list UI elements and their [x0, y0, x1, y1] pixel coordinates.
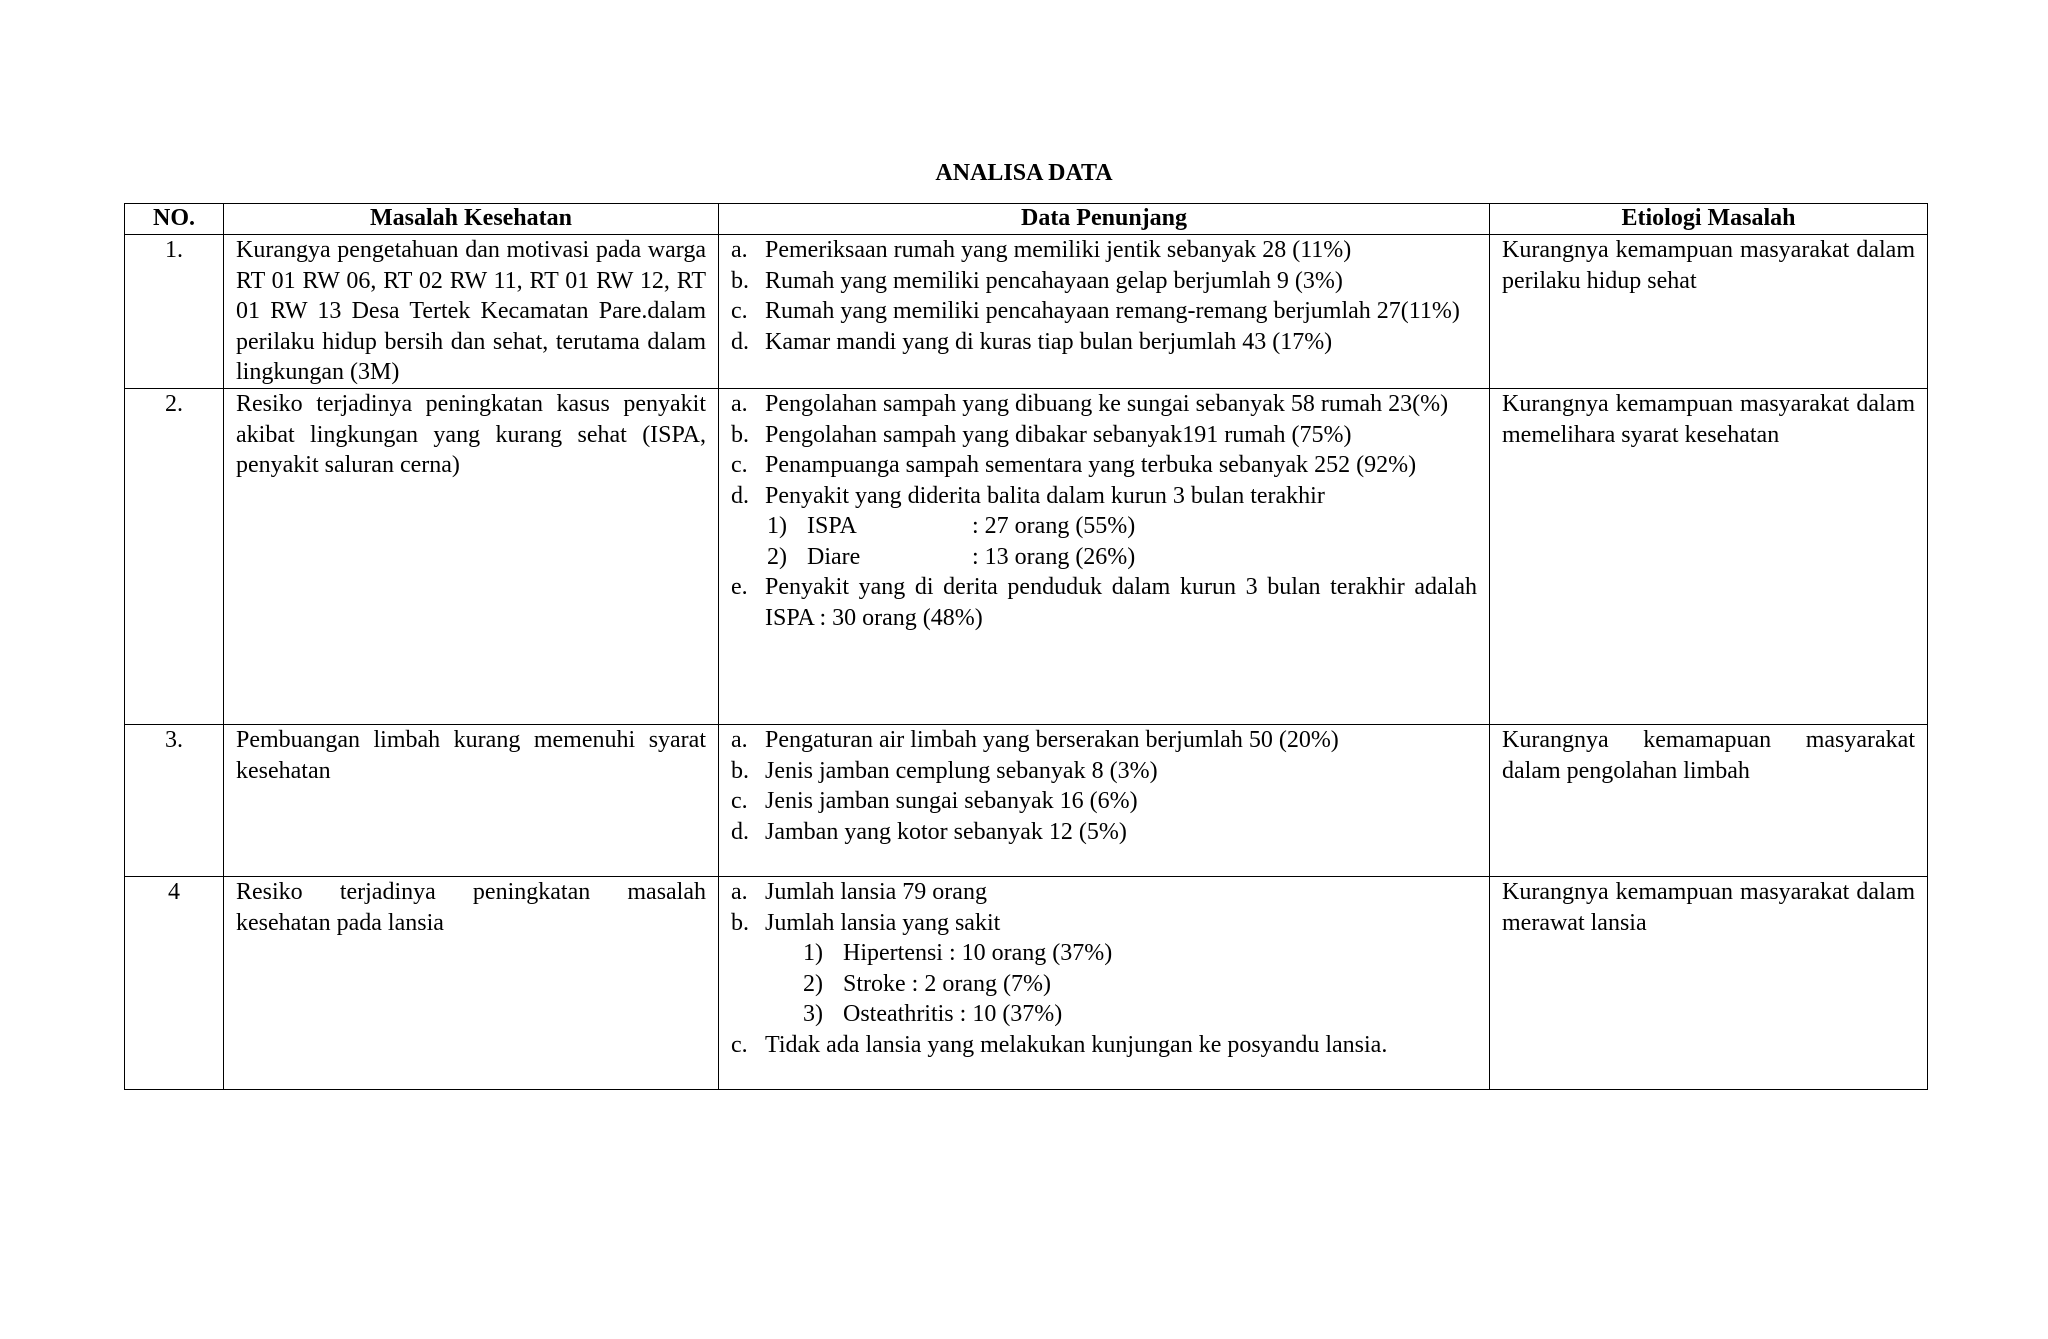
header-etiologi: Etiologi Masalah [1490, 204, 1928, 235]
header-no: NO. [125, 204, 224, 235]
sub-list-item [731, 999, 1477, 1030]
list-marker: d. [731, 482, 749, 509]
table-row [125, 725, 1928, 877]
data-cell [719, 235, 1490, 389]
row-number: 2. [125, 389, 224, 725]
page-title: ANALISA DATA [935, 160, 1113, 186]
sub-list-marker: 2) [803, 970, 823, 997]
list-marker: d. [731, 328, 749, 355]
list-item-text: Jenis jamban sungai sebanyak 16 (6%) [765, 788, 1138, 814]
masalah-cell: Pembuangan limbah kurang memenuhi syarat kesehatan [224, 725, 719, 877]
list-marker: b. [731, 267, 749, 294]
sub-list-item [731, 511, 1477, 542]
list-marker: a. [731, 391, 748, 417]
list-item-text: Jumlah lansia yang sakit [765, 909, 1001, 936]
list-marker: a. [731, 879, 748, 905]
row-number: 1. [125, 235, 224, 389]
list-marker: c. [731, 1031, 748, 1058]
list-item-text: Jumlah lansia 79 orang [765, 879, 987, 905]
table-row [125, 877, 1928, 1090]
sub-list-value: : 27 orang (55%) [972, 513, 1136, 539]
sub-list-item [731, 938, 1477, 969]
sub-list-text: Hipertensi : 10 orang (37%) [843, 940, 1113, 966]
list-item [731, 481, 1477, 512]
list-marker: a. [731, 237, 748, 263]
list-item-text: Rumah yang memiliki pencahayaan gelap berjumlah 9 (3%) [765, 267, 1343, 294]
sub-list-item [731, 969, 1477, 1000]
masalah-cell: Kurangya pengetahuan dan motivasi pada warga RT 01 RW 06, RT 02 RW 11, RT 01 RW 12, RT 01 RW 13 Desa Tertek Kecamatan Pare.dalam perilaku hidup bersih dan sehat, terutama dalam lingkungan (3M) [224, 235, 719, 389]
list-item [731, 296, 1477, 327]
list-item [731, 420, 1477, 451]
list-item-text: Penyakit yang diderita balita dalam kurun 3 bulan terakhir [765, 482, 1325, 509]
row-number: 4 [125, 877, 224, 1090]
header-masalah: Masalah Kesehatan [224, 204, 719, 235]
list-item-text: Penampuanga sampah sementara yang terbuka sebanyak 252 (92%) [765, 452, 1417, 478]
list-item [731, 327, 1477, 358]
sub-list-item [731, 542, 1477, 573]
list-marker: b. [731, 421, 749, 448]
list-item [731, 877, 1477, 908]
list-marker: c. [731, 298, 748, 324]
list-marker: c. [731, 788, 748, 814]
sub-list-marker: 2) [767, 543, 787, 570]
data-cell [719, 389, 1490, 725]
data-cell [719, 725, 1490, 877]
table-row [125, 235, 1928, 389]
list-item-text: Rumah yang memiliki pencahayaan remang-remang berjumlah 27(11%) [765, 298, 1460, 324]
analysis-table [124, 203, 1928, 1090]
list-item-text: Tidak ada lansia yang melakukan kunjungan ke posyandu lansia. [765, 1031, 1388, 1058]
list-item [731, 756, 1477, 787]
list-item-text: Pengaturan air limbah yang berserakan berjumlah 50 (20%) [765, 727, 1339, 753]
list-item-text: Pengolahan sampah yang dibakar sebanyak191 rumah (75%) [765, 421, 1352, 448]
list-marker: b. [731, 909, 749, 936]
list-item [731, 1030, 1477, 1061]
list-item [731, 235, 1477, 266]
sub-list-label: ISPA [807, 513, 857, 539]
etiologi-cell: Kurangnya kemampuan masyarakat dalam merawat lansia [1490, 877, 1928, 1090]
list-marker: e. [731, 574, 748, 600]
list-item [731, 817, 1477, 848]
sub-list-marker: 1) [767, 513, 787, 539]
masalah-cell: Resiko terjadinya peningkatan masalah kesehatan pada lansia [224, 877, 719, 1090]
sub-list-text: Stroke : 2 orang (7%) [843, 970, 1051, 997]
row-number: 3. [125, 725, 224, 877]
data-cell [719, 877, 1490, 1090]
list-item-text: Jamban yang kotor sebanyak 12 (5%) [765, 818, 1127, 845]
list-item-text: Kamar mandi yang di kuras tiap bulan berjumlah 43 (17%) [765, 328, 1333, 355]
list-marker: a. [731, 727, 748, 753]
list-item-text: Pengolahan sampah yang dibuang ke sungai sebanyak 58 rumah 23(%) [765, 391, 1449, 417]
etiologi-cell: Kurangnya kemampuan masyarakat dalam perilaku hidup sehat [1490, 235, 1928, 389]
list-item-text: Jenis jamban cemplung sebanyak 8 (3%) [765, 757, 1158, 784]
list-item [731, 450, 1477, 481]
sub-list-label: Diare [807, 543, 861, 570]
list-item [731, 572, 1477, 633]
list-item [731, 786, 1477, 817]
list-item-text: Pemeriksaan rumah yang memiliki jentik sebanyak 28 (11%) [765, 237, 1352, 263]
table-row [125, 389, 1928, 725]
list-item [731, 725, 1477, 756]
sub-list-text: Osteathritis : 10 (37%) [843, 1001, 1063, 1027]
list-marker: b. [731, 757, 749, 784]
sub-list-marker: 3) [803, 1001, 823, 1027]
list-marker: d. [731, 818, 749, 845]
list-item [731, 389, 1477, 420]
sub-list-marker: 1) [803, 940, 823, 966]
masalah-cell: Resiko terjadinya peningkatan kasus penyakit akibat lingkungan yang kurang sehat (ISPA, penyakit saluran cerna) [224, 389, 719, 725]
table-header-row [125, 204, 1928, 235]
list-marker: c. [731, 452, 748, 478]
list-item [731, 908, 1477, 939]
header-data: Data Penunjang [719, 204, 1490, 235]
etiologi-cell: Kurangnya kemamapuan masyarakat dalam pengolahan limbah [1490, 725, 1928, 877]
etiologi-cell: Kurangnya kemampuan masyarakat dalam memelihara syarat kesehatan [1490, 389, 1928, 725]
list-item [731, 266, 1477, 297]
list-item-text: Penyakit yang di derita penduduk dalam kurun 3 bulan terakhir adalah ISPA : 30 orang (48%) [765, 574, 1477, 631]
sub-list-value: : 13 orang (26%) [972, 543, 1136, 570]
